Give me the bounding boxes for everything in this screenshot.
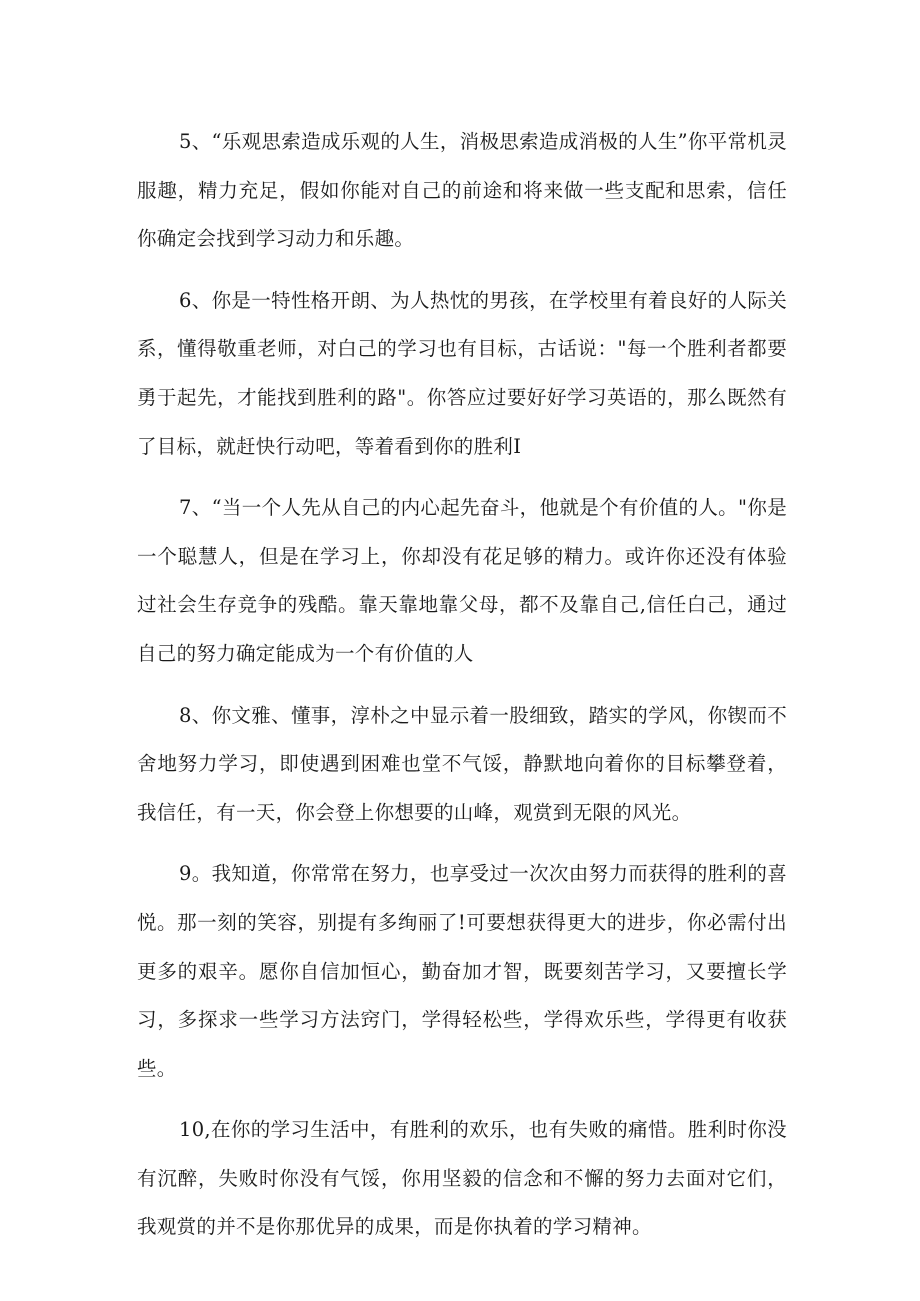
paragraph-10: 10,在你的学习生活中，有胜利的欢乐，也有失败的痛惜。胜利时你没有沉醉，失败时你没有气馁，你用坚毅的信念和不懈的努力去面对它们，我观赏的并不是你那优异的成果，而是你执着的学习精神。 (137, 1118, 787, 1239)
paragraph-7: 7、“当一个人先从自己的内心起先奋斗，他就是个有价值的人。"你是一个聪慧人，但是在学习上，你却没有花足够的精力。或许你还没有体验过社会生存竞争的残酷。靠天靠地靠父母，都不及靠自己,信任白己，通过自己的努力确定能成为一个有价值的人 (137, 496, 787, 665)
paragraph-9: 9。我知道，你常常在努力，也享受过一次次由努力而获得的胜利的喜悦。那一刻的笑容，别提有多绚丽了!可要想获得更大的进步，你必需付出更多的艰辛。愿你自信加恒心，勤奋加才智，既要刻苦学习，又要擅长学习，多探求一些学习方法窍门，学得轻松些，学得欢乐些，学得更有收获些。 (137, 862, 787, 1080)
paragraph-8: 8、你文雅、懂事，淳朴之中显示着一股细致，踏实的学风，你锲而不舍地努力学习，即使遇到困难也堂不气馁，静默地向着你的目标攀登着，我信任，有一天，你会登上你想要的山峰，观赏到无限的风光。 (137, 703, 787, 824)
document-body (137, 118, 787, 1265)
paragraph-6: 6、你是一特性格开朗、为人热忱的男孩，在学校里有着良好的人际关系，懂得敬重老师，对白己的学习也有目标，古话说："每一个胜利者都要勇于起先，才能找到胜利的路"。你答应过要好好学习英语的，那么既然有了目标，就赶快行动吧，等着看到你的胜利I (137, 288, 787, 458)
paragraph-5: 5、“乐观思索造成乐观的人生，消极思索造成消极的人生”你平常机灵服趣，精力充足，假如你能对自己的前途和将来做一些支配和思索，信任你确定会找到学习动力和乐趣。 (137, 130, 787, 251)
